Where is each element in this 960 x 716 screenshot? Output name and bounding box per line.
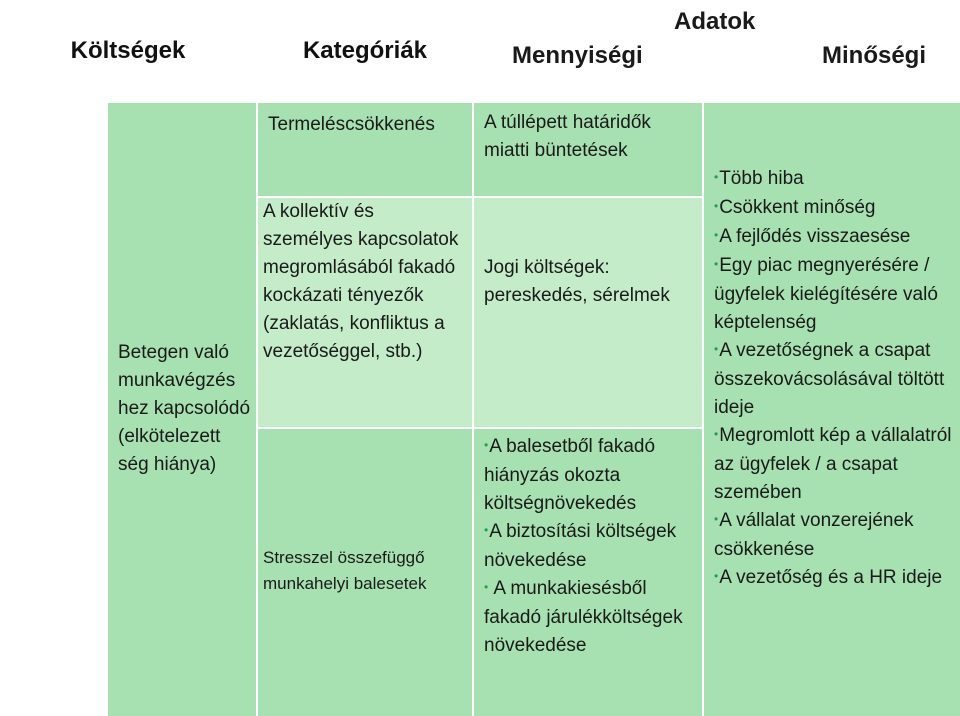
category-row1-text: Termeléscsökkenés xyxy=(268,114,435,135)
category-row2 xyxy=(258,198,472,427)
category-row1 xyxy=(258,103,472,196)
quantitative-row3 xyxy=(474,429,702,716)
quantitative-row3-list xyxy=(484,433,696,660)
qualitative-cell xyxy=(704,103,960,716)
list-item: •A biztosítási költségek növekedése xyxy=(484,521,677,571)
list-item: •A fejlődés visszaesése xyxy=(714,226,911,247)
quantitative-row1-text: A túllépett határidők miatti büntetések xyxy=(484,112,651,161)
bullet-icon: • xyxy=(714,512,719,526)
header-categories xyxy=(258,0,472,101)
header-categories-label: Kategóriák xyxy=(302,36,428,64)
costs-text: Betegen való munkavégzés hez kapcsolódó (elkötelezett ség hiánya) xyxy=(118,342,251,475)
qualitative-list xyxy=(714,165,954,593)
category-row3 xyxy=(258,429,472,716)
header-costs-label: Költségek xyxy=(70,36,186,64)
bullet-icon: • xyxy=(714,257,719,271)
category-row3-text: Stresszel összefüggő munkahelyi balesetek xyxy=(263,548,427,593)
bullet-icon: • xyxy=(484,580,489,594)
list-item: •A balesetből fakadó hiányzás okozta költségnövekedés xyxy=(484,436,656,514)
bullet-icon: • xyxy=(714,342,719,356)
header-costs xyxy=(0,0,256,101)
list-item: •A vezetőség és a HR ideje xyxy=(714,567,943,588)
header-data-label: Adatok xyxy=(674,8,756,35)
category-row2-text: A kollektív és személyes kapcsolatok megromlásából fakadó kockázati tényezők (zaklatás, konfliktus a vezetőséggel, stb.) xyxy=(263,201,459,362)
list-item: •Egy piac megnyerésére / ügyfelek kielégítésére való képtelenség xyxy=(714,255,938,333)
header-data xyxy=(474,0,960,101)
quantitative-row2 xyxy=(474,198,702,427)
costs-cell xyxy=(108,103,256,716)
list-item: •Csökkent minőség xyxy=(714,197,876,218)
bullet-icon: • xyxy=(714,170,719,184)
bullet-icon: • xyxy=(714,569,719,583)
list-item: •Megromlott kép a vállalatról az ügyfelek / a csapat szemében xyxy=(714,425,952,503)
bullet-icon: • xyxy=(484,523,489,537)
list-item: • A munkakiesésből fakadó járulékköltségek növekedése xyxy=(484,578,683,656)
bullet-icon: • xyxy=(484,438,489,452)
header-qualitative-label: Minőségi xyxy=(822,42,927,69)
bullet-icon: • xyxy=(714,427,719,441)
list-item: •A vezetőségnek a csapat összekovácsolásával töltött ideje xyxy=(714,340,945,418)
bullet-icon: • xyxy=(714,228,719,242)
header-quantitative-label: Mennyiségi xyxy=(512,42,643,69)
quantitative-row1 xyxy=(474,103,702,196)
bullet-icon: • xyxy=(714,199,719,213)
list-item: •A vállalat vonzerejének csökkenése xyxy=(714,510,914,560)
quantitative-row2-text: Jogi költségek: pereskedés, sérelmek xyxy=(484,257,670,306)
list-item: •Több hiba xyxy=(714,168,804,189)
